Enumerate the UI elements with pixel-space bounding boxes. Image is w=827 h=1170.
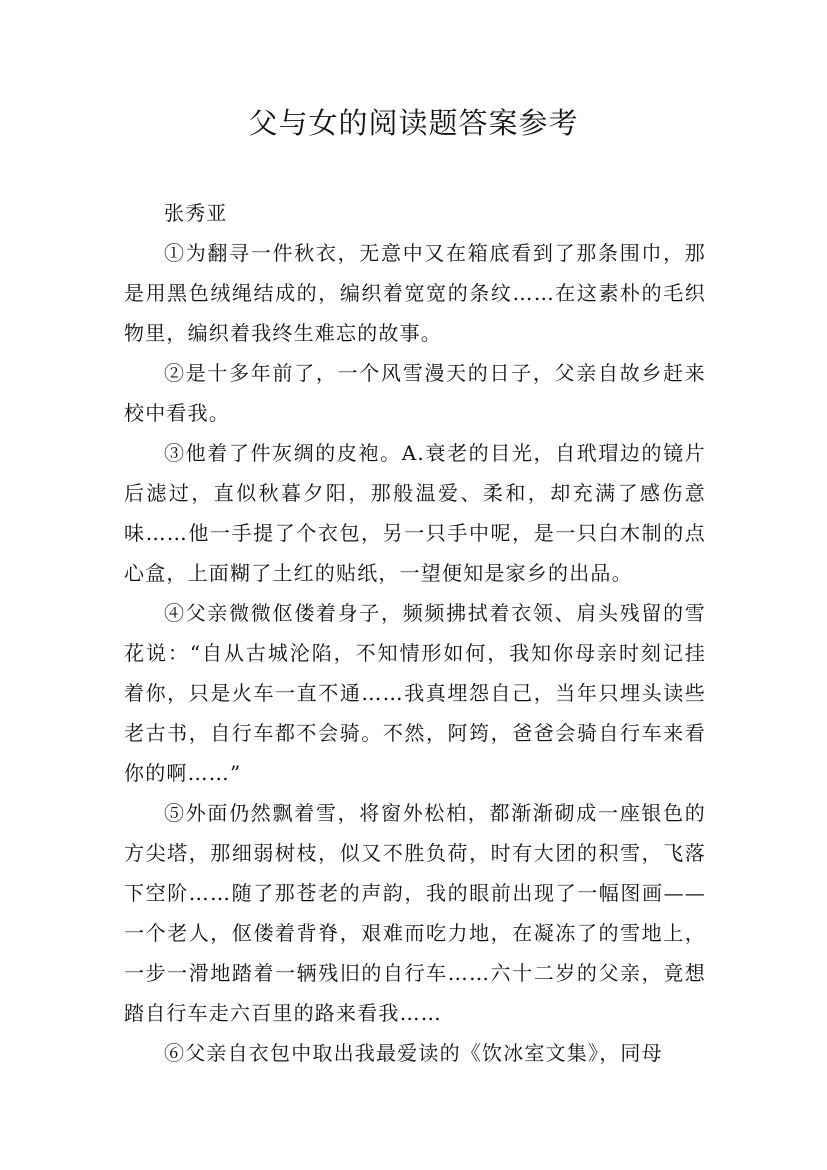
paragraph-1: ①为翻寻一件秋衣，无意中又在箱底看到了那条围巾，那是用黑色绒绳结成的，编织着宽宽的条纹……在这素朴的毛织物里，编织着我终生难忘的故事。 [124,241,706,345]
author-name: 张秀亚 [164,201,228,225]
document-body [124,193,706,1073]
paragraph-4: ④父亲微微伛偻着身子，频频拂拭着衣领、肩头残留的雪花说：“自从古城沦陷，不知情形如何，我知你母亲时刻记挂着你，只是火车一直不通……我真埋怨自己，当年只埋头读些老古书，自行车都不会骑。不然，阿筠，爸爸会骑自行车来看你的啊……” [124,601,706,785]
paragraph-2: ②是十多年前了，一个风雪漫天的日子，父亲自故乡赶来校中看我。 [124,361,706,425]
paragraph-5: ⑤外面仍然飘着雪，将窗外松柏，都渐渐砌成一座银色的方尖塔，那细弱树枝，似又不胜负荷，时有大团的积雪，飞落下空阶……随了那苍老的声韵，我的眼前出现了一幅图画——一个老人，伛偻着背脊，艰难而吃力地，在凝冻了的雪地上，一步一滑地踏着一辆残旧的自行车……六十二岁的父亲，竟想踏自行车走六百里的路来看我…… [124,801,706,1025]
document-title: 父与女的阅读题答案参考 [248,106,579,140]
paragraph-3: ③他着了件灰绸的皮袍。A.衰老的目光，自玳瑁边的镜片后滤过，直似秋暮夕阳，那般温爱、柔和，却充满了感伤意味……他一手提了个衣包，另一只手中呢，是一只白木制的点心盒，上面糊了土红的贴纸，一望便知是家乡的出品。 [124,441,706,585]
paragraph-6: ⑥父亲自衣包中取出我最爱读的《饮冰室文集》，同母 [164,1041,663,1065]
